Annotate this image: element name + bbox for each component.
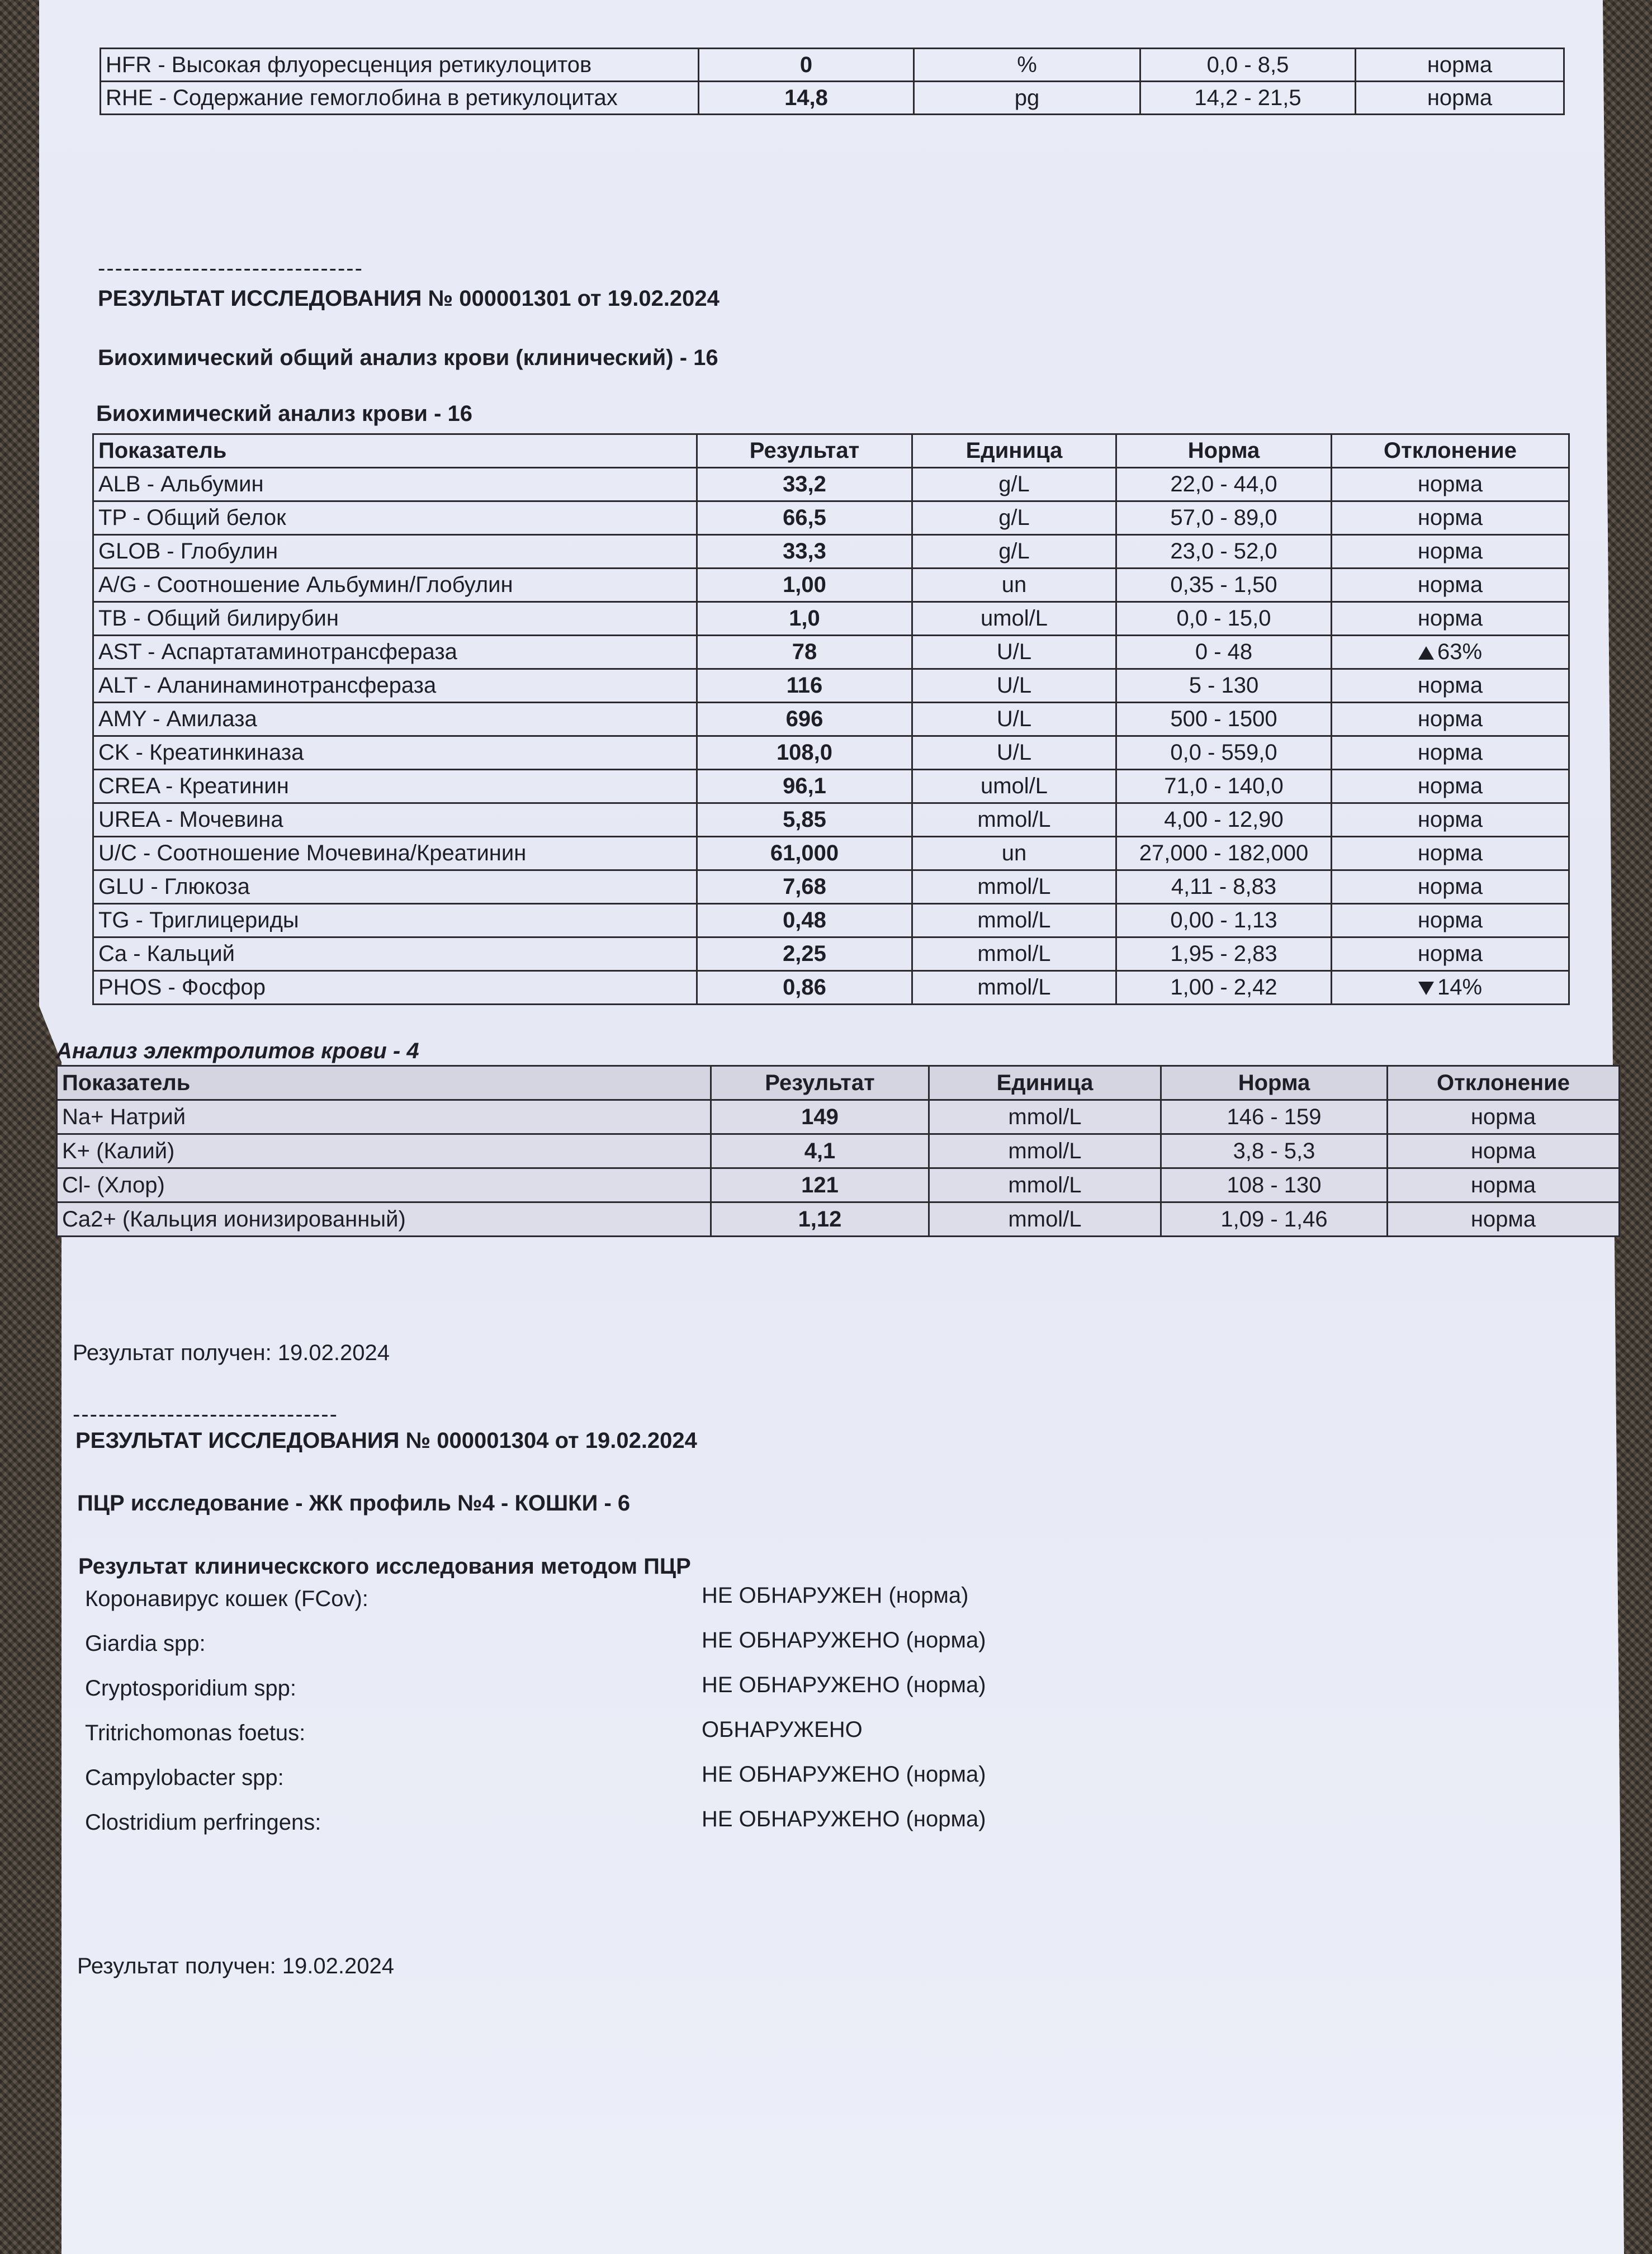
row-name: Ca - Кальций (93, 937, 697, 971)
row-norm: 5 - 130 (1116, 669, 1332, 703)
row-deviation: норма (1332, 468, 1569, 501)
row-deviation (1332, 971, 1569, 1005)
row-norm: 71,0 - 140,0 (1116, 770, 1332, 803)
row-result: 66,5 (697, 501, 912, 535)
row-result: 0,48 (697, 904, 912, 937)
pcr-test-name: Tritrichomonas foetus: (85, 1721, 306, 1745)
row-deviation: норма (1332, 535, 1569, 569)
table-row (57, 1100, 1620, 1134)
row-unit: U/L (912, 669, 1116, 703)
row-unit: g/L (912, 535, 1116, 569)
row-result: 1,00 (697, 569, 912, 602)
row-norm: 23,0 - 52,0 (1116, 535, 1332, 569)
row-unit: un (912, 837, 1116, 870)
row-name: GLU - Глюкоза (93, 870, 697, 904)
row-deviation: норма (1356, 49, 1564, 82)
row-deviation: норма (1332, 870, 1569, 904)
row-result: 4,1 (711, 1134, 929, 1168)
table-header-row (93, 434, 1569, 468)
arrow-up-icon (1418, 646, 1434, 660)
row-norm: 0,0 - 559,0 (1116, 736, 1332, 770)
row-norm: 57,0 - 89,0 (1116, 501, 1332, 535)
row-name: K+ (Калий) (57, 1134, 711, 1168)
table-row (93, 870, 1569, 904)
pcr-test-result: НЕ ОБНАРУЖЕНО (норма) (702, 1628, 986, 1652)
row-result: 14,8 (699, 82, 914, 115)
row-norm: 27,000 - 182,000 (1116, 837, 1332, 870)
row-norm: 22,0 - 44,0 (1116, 468, 1332, 501)
row-unit: mmol/L (912, 904, 1116, 937)
row-deviation: норма (1332, 803, 1569, 837)
row-unit: mmol/L (912, 870, 1116, 904)
row-name: Cl- (Хлор) (57, 1168, 711, 1202)
row-norm: 1,95 - 2,83 (1116, 937, 1332, 971)
row-unit: g/L (912, 501, 1116, 535)
header-norm: Норма (1116, 434, 1332, 468)
electrolytes-table (56, 1065, 1620, 1237)
row-result: 0,86 (697, 971, 912, 1005)
table-row (101, 82, 1564, 115)
row-deviation: норма (1332, 937, 1569, 971)
pcr-test-result: ОБНАРУЖЕНО (702, 1717, 863, 1742)
table-row (93, 669, 1569, 703)
row-deviation: норма (1332, 602, 1569, 636)
row-norm: 1,09 - 1,46 (1161, 1202, 1388, 1237)
row-name: Na+ Натрий (57, 1100, 711, 1134)
table-row (93, 602, 1569, 636)
table-row (93, 535, 1569, 569)
row-norm: 4,11 - 8,83 (1116, 870, 1332, 904)
study2-subtitle: ПЦР исследование - ЖК профиль №4 - КОШКИ - 6 (77, 1491, 631, 1516)
row-result: 1,0 (697, 602, 912, 636)
table-row (93, 904, 1569, 937)
row-name: ALT - Аланинаминотрансфераза (93, 669, 697, 703)
row-name: CREA - Креатинин (93, 770, 697, 803)
row-unit: U/L (912, 703, 1116, 736)
row-unit: un (912, 569, 1116, 602)
row-unit: mmol/L (929, 1134, 1161, 1168)
pcr-test-result: НЕ ОБНАРУЖЕНО (норма) (702, 1807, 986, 1831)
electrolytes-title: Анализ электролитов крови - 4 (56, 1039, 419, 1063)
study1-subtitle: Биохимический общий анализ крови (клинический) - 16 (98, 345, 718, 370)
row-unit: % (914, 49, 1140, 82)
pcr-test-name: Giardia spp: (85, 1631, 206, 1656)
row-deviation: норма (1388, 1100, 1620, 1134)
row-result: 78 (697, 636, 912, 669)
row-norm: 14,2 - 21,5 (1140, 82, 1356, 115)
table-row (93, 736, 1569, 770)
row-result: 116 (697, 669, 912, 703)
row-unit: mmol/L (912, 937, 1116, 971)
row-result: 33,3 (697, 535, 912, 569)
pcr-test-name: Clostridium perfringens: (85, 1810, 321, 1835)
row-deviation: норма (1332, 703, 1569, 736)
header-name: Показатель (93, 434, 697, 468)
pcr-test-name: Cryptosporidium spp: (85, 1676, 296, 1701)
table-row (57, 1168, 1620, 1202)
header-unit: Единица (912, 434, 1116, 468)
row-norm: 0 - 48 (1116, 636, 1332, 669)
row-unit: mmol/L (929, 1100, 1161, 1134)
row-deviation: норма (1388, 1168, 1620, 1202)
table-row (93, 468, 1569, 501)
table-row (93, 703, 1569, 736)
biochem-table (92, 433, 1570, 1005)
study1-title: РЕЗУЛЬТАТ ИССЛЕДОВАНИЯ № 000001301 от 19.02.2024 (98, 286, 720, 311)
row-norm: 0,35 - 1,50 (1116, 569, 1332, 602)
row-result: 0 (699, 49, 914, 82)
row-result: 108,0 (697, 736, 912, 770)
row-deviation: норма (1332, 837, 1569, 870)
row-name: GLOB - Глобулин (93, 535, 697, 569)
arrow-down-icon (1418, 982, 1434, 995)
row-name: TP - Общий белок (93, 501, 697, 535)
row-unit: U/L (912, 736, 1116, 770)
row-result: 1,12 (711, 1202, 929, 1237)
row-result: 2,25 (697, 937, 912, 971)
table-row (93, 501, 1569, 535)
separator-dashes: ------------------------------- (73, 1402, 338, 1427)
row-result: 149 (711, 1100, 929, 1134)
table-row (93, 770, 1569, 803)
row-result: 96,1 (697, 770, 912, 803)
row-deviation: норма (1332, 501, 1569, 535)
row-name: CK - Креатинкиназа (93, 736, 697, 770)
row-unit: pg (914, 82, 1140, 115)
study2-title: РЕЗУЛЬТАТ ИССЛЕДОВАНИЯ № 000001304 от 19.02.2024 (75, 1428, 697, 1453)
row-result: 5,85 (697, 803, 912, 837)
header-norm: Норма (1161, 1066, 1388, 1100)
table-row (57, 1134, 1620, 1168)
study1-received: Результат получен: 19.02.2024 (73, 1341, 390, 1365)
header-deviation: Отклонение (1332, 434, 1569, 468)
row-unit: U/L (912, 636, 1116, 669)
row-deviation: норма (1332, 569, 1569, 602)
row-unit: umol/L (912, 770, 1116, 803)
row-unit: mmol/L (929, 1168, 1161, 1202)
biochem-table-body (93, 468, 1569, 1005)
row-norm: 0,00 - 1,13 (1116, 904, 1332, 937)
table-row (93, 636, 1569, 669)
row-unit: mmol/L (912, 803, 1116, 837)
table-row (93, 803, 1569, 837)
row-name: UREA - Мочевина (93, 803, 697, 837)
row-name: AST - Аспартатаминотрансфераза (93, 636, 697, 669)
row-name: PHOS - Фосфор (93, 971, 697, 1005)
pcr-test-name: Campylobacter spp: (85, 1765, 284, 1790)
row-result: 61,000 (697, 837, 912, 870)
row-deviation: норма (1356, 82, 1564, 115)
table-row (93, 837, 1569, 870)
row-result: 696 (697, 703, 912, 736)
row-norm: 108 - 130 (1161, 1168, 1388, 1202)
table-row (93, 971, 1569, 1005)
row-norm: 500 - 1500 (1116, 703, 1332, 736)
row-deviation: норма (1388, 1202, 1620, 1237)
header-result: Результат (711, 1066, 929, 1100)
reticulocyte-table (100, 48, 1565, 115)
row-deviation (1332, 636, 1569, 669)
row-name: U/C - Соотношение Мочевина/Креатинин (93, 837, 697, 870)
row-deviation: норма (1332, 669, 1569, 703)
row-deviation: норма (1332, 736, 1569, 770)
pcr-test-result: НЕ ОБНАРУЖЕН (норма) (702, 1583, 969, 1608)
header-unit: Единица (929, 1066, 1161, 1100)
header-deviation: Отклонение (1388, 1066, 1620, 1100)
separator-dashes: ------------------------------- (98, 256, 363, 281)
row-deviation: норма (1388, 1134, 1620, 1168)
deviation-value: 63% (1437, 640, 1483, 664)
row-unit: g/L (912, 468, 1116, 501)
row-result: 33,2 (697, 468, 912, 501)
row-name: Ca2+ (Кальция ионизированный) (57, 1202, 711, 1237)
row-name: HFR - Высокая флуоресценция ретикулоцитов (101, 49, 699, 82)
table-header-row (57, 1066, 1620, 1100)
biochem-table-title: Биохимический анализ крови - 16 (96, 401, 473, 426)
row-norm: 3,8 - 5,3 (1161, 1134, 1388, 1168)
row-deviation: норма (1332, 904, 1569, 937)
study2-received: Результат получен: 19.02.2024 (77, 1954, 394, 1978)
row-deviation: норма (1332, 770, 1569, 803)
pcr-test-name: Коронавирус кошек (FCov): (85, 1587, 368, 1611)
table-row (93, 569, 1569, 602)
row-norm: 1,00 - 2,42 (1116, 971, 1332, 1005)
electrolytes-table-body (57, 1100, 1620, 1237)
table-row (93, 937, 1569, 971)
row-norm: 0,0 - 8,5 (1140, 49, 1356, 82)
row-unit: mmol/L (929, 1202, 1161, 1237)
row-result: 7,68 (697, 870, 912, 904)
row-norm: 0,0 - 15,0 (1116, 602, 1332, 636)
header-result: Результат (697, 434, 912, 468)
header-name: Показатель (57, 1066, 711, 1100)
row-name: TB - Общий билирубин (93, 602, 697, 636)
row-unit: umol/L (912, 602, 1116, 636)
row-result: 121 (711, 1168, 929, 1202)
pcr-test-result: НЕ ОБНАРУЖЕНО (норма) (702, 1673, 986, 1697)
pcr-test-result: НЕ ОБНАРУЖЕНО (норма) (702, 1762, 986, 1787)
table-row (101, 49, 1564, 82)
row-name: A/G - Соотношение Альбумин/Глобулин (93, 569, 697, 602)
row-name: RHE - Содержание гемоглобина в ретикулоцитах (101, 82, 699, 115)
row-name: TG - Триглицериды (93, 904, 697, 937)
row-unit: mmol/L (912, 971, 1116, 1005)
table-row (57, 1202, 1620, 1237)
row-name: ALB - Альбумин (93, 468, 697, 501)
row-norm: 146 - 159 (1161, 1100, 1388, 1134)
deviation-value: 14% (1437, 975, 1483, 1000)
row-norm: 4,00 - 12,90 (1116, 803, 1332, 837)
row-name: AMY - Амилаза (93, 703, 697, 736)
pcr-section-title: Результат клиническского исследования методом ПЦР (78, 1554, 691, 1579)
